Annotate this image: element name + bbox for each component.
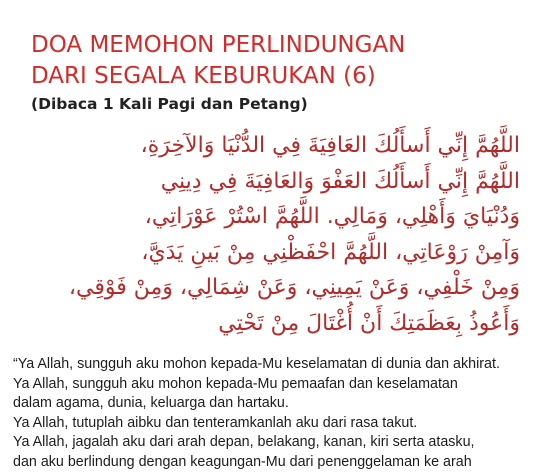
translation-line-2: Ya Allah, sungguh aku mohon kepada-Mu pemaafan dan keselamatan [13,375,528,395]
translation-line-4: Ya Allah, tutuplah aibku dan tenteramkanlah aku dari rasa takut. [13,414,528,434]
arabic-line-5: وَمِنْ خَلْفِي، وَعَنْ يَمِينِي، وَعَنْ شِمَالِي، وَمِنْ فَوْقِي، [10,270,520,306]
arabic-line-3: وَدُنْيَايَ وَأَهْلِي، وَمَالِي. اللَّهُمَّ اسْتُرْ عَوْرَاتِي، [10,199,520,235]
doa-title [31,30,405,92]
doa-subtitle: (Dibaca 1 Kali Pagi dan Petang) [31,94,308,114]
translation-line-1: “Ya Allah, sungguh aku mohon kepada-Mu keselamatan di dunia dan akhirat. [13,355,528,375]
translation-line-5: Ya Allah, jagalah aku dari arah depan, belakang, kanan, kiri serta atasku, [13,433,528,453]
doa-title-line-2: DARI SEGALA KEBURUKAN (6) [31,61,405,92]
arabic-prayer-text [10,128,520,341]
arabic-line-4: وَآمِنْ رَوْعَاتِي، اللَّهُمَّ احْفَظْنِي مِنْ بَينِ يَدَيَّ، [10,235,520,271]
arabic-line-1: اللَّهُمَّ إِنِّي أَسأَلُكَ العَافِيَةَ فِي الدُّنْيَا وَالآخِرَةِ، [10,128,520,164]
translation-text [13,355,528,472]
arabic-line-2: اللَّهُمَّ إِنِّي أَسأَلُكَ العَفْوَ وَالعَافِيَةَ فِي دِينِي [10,164,520,200]
doa-title-line-1: DOA MEMOHON PERLINDUNGAN [31,30,405,61]
translation-line-3: dalam agama, dunia, keluarga dan hartaku. [13,394,528,414]
arabic-line-6: وَأَعُوذُ بِعَظَمَتِكَ أَنْ أُغْتَالَ مِنْ تَحْتِي [10,306,520,342]
translation-line-6: dan aku berlindung dengan keagungan-Mu dari penenggelaman ke arah [13,453,528,472]
